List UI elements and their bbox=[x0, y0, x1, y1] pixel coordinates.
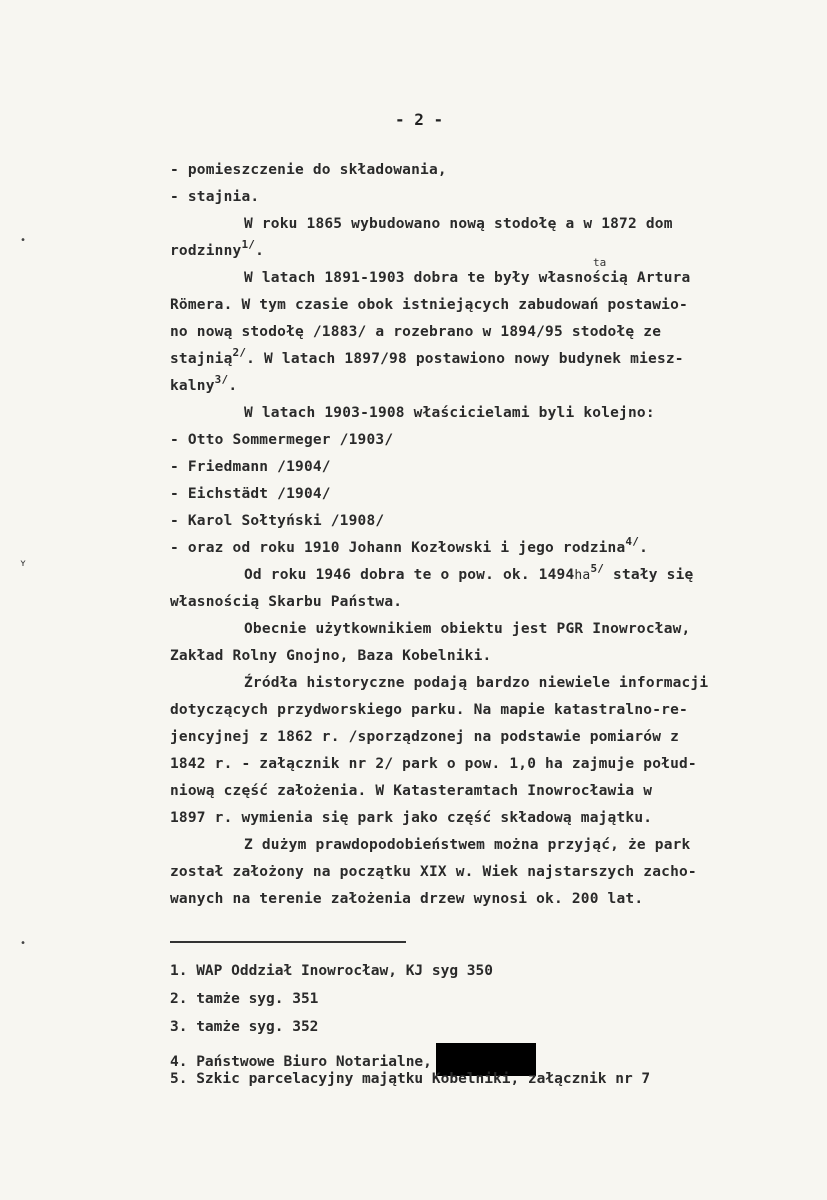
text-line: Źródła historyczne podają bardzo niewiele informacji bbox=[244, 675, 709, 691]
footnote: 2. tamże syg. 351 bbox=[170, 991, 319, 1007]
text-line: - Eichstädt /1904/ bbox=[170, 486, 331, 502]
text-line: Zakład Rolny Gnojno, Baza Kobelniki. bbox=[170, 648, 492, 664]
text-span: stały się bbox=[604, 567, 694, 583]
footnote-separator bbox=[170, 941, 406, 943]
text-line: własnością Skarbu Państwa. bbox=[170, 594, 403, 610]
text-span: . bbox=[228, 378, 238, 394]
footnote-ref: 2/ bbox=[232, 346, 247, 359]
text-span: . bbox=[639, 540, 649, 556]
page-number: - 2 - bbox=[395, 110, 444, 129]
text-line: niową część założenia. W Katasteramtach Inowrocławia w bbox=[170, 783, 653, 799]
text-line: Z dużym prawdopodobieństwem można przyjąć, że park bbox=[244, 837, 691, 853]
footnote: 5. Szkic parcelacyjny majątku Kobelniki, załącznik nr 7 bbox=[170, 1071, 651, 1087]
text-line: - Friedmann /1904/ bbox=[170, 459, 331, 475]
text-line: wanych na terenie założenia drzew wynosi ok. 200 lat. bbox=[170, 891, 644, 907]
text-line: - stajnia. bbox=[170, 189, 260, 205]
text-line: W latach 1903-1908 właścicielami byli kolejno: bbox=[244, 405, 655, 421]
text-span: kalny bbox=[170, 378, 215, 394]
text-line: Römera. W tym czasie obok istniejących zabudowań postawio- bbox=[170, 297, 688, 313]
text-line: jencyjnej z 1862 r. /sporządzonej na podstawie pomiarów z bbox=[170, 729, 679, 745]
handwritten-insert: ta bbox=[593, 256, 607, 269]
footnote-text: 4. Państwowe Biuro Notarialne, bbox=[170, 1054, 432, 1070]
text-line: W roku 1865 wybudowano nową stodołę a w 1872 dom bbox=[244, 216, 673, 232]
text-span: Od roku 1946 dobra te o pow. ok. 1494 bbox=[244, 567, 575, 583]
footnote: 1. WAP Oddział Inowrocław, KJ syg 350 bbox=[170, 963, 494, 979]
text-span: stajnią bbox=[170, 351, 233, 367]
text-line: W latach 1891-1903 dobra te były własnością Artura bbox=[244, 270, 691, 286]
text-line bbox=[170, 535, 649, 556]
text-span: . W latach 1897/98 postawiono nowy budynek miesz- bbox=[246, 351, 684, 367]
text-line: został założony na początku XIX w. Wiek najstarszych zacho- bbox=[170, 864, 697, 880]
scan-speck: • bbox=[20, 235, 27, 246]
text-line: - Karol Sołtyński /1908/ bbox=[170, 513, 385, 529]
text-line bbox=[170, 346, 684, 367]
text-line: no nową stodołę /1883/ a rozebrano w 1894/95 stodołę ze bbox=[170, 324, 662, 340]
text-line: dotyczących przydworskiego parku. Na mapie katastralno-re- bbox=[170, 702, 688, 718]
text-line bbox=[244, 562, 694, 583]
text-line: 1842 r. - załącznik nr 2/ park o pow. 1,0 ha zajmuje połud- bbox=[170, 756, 697, 772]
footnote-ref: 3/ bbox=[214, 373, 229, 386]
scan-speck: ʏ bbox=[20, 558, 27, 569]
text-line bbox=[170, 238, 265, 259]
scan-speck: • bbox=[20, 938, 27, 949]
text-line: Obecnie użytkownikiem obiektu jest PGR Inowrocław, bbox=[244, 621, 691, 637]
text-line bbox=[170, 373, 238, 394]
text-span: - oraz od roku 1910 Johann Kozłowski i jego rodzina bbox=[170, 540, 626, 556]
footnote-ref: 1/ bbox=[241, 238, 256, 251]
handwritten-unit: ha bbox=[574, 568, 591, 583]
text-line: 1897 r. wymienia się park jako część składową majątku. bbox=[170, 810, 653, 826]
footnote-ref: 5/ bbox=[590, 562, 605, 575]
text-line: - Otto Sommermeger /1903/ bbox=[170, 432, 394, 448]
footnote: 3. tamże syg. 352 bbox=[170, 1019, 319, 1035]
text-span: rodzinny bbox=[170, 243, 242, 259]
text-line: - pomieszczenie do składowania, bbox=[170, 162, 447, 178]
footnote-ref: 4/ bbox=[625, 535, 640, 548]
text-span: . bbox=[255, 243, 265, 259]
